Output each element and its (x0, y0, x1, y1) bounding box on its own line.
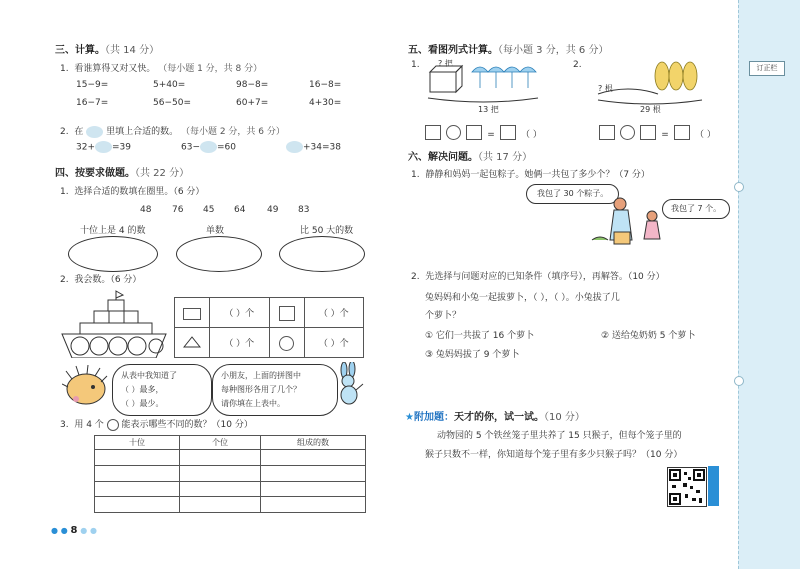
calc-problem[interactable]: 16−7= (76, 98, 109, 108)
calc-problem[interactable]: 15−9= (76, 80, 109, 90)
mother-daughter-illustration (590, 196, 670, 250)
q-text: 在 (74, 127, 84, 137)
candidate-number[interactable]: 45 (203, 205, 215, 215)
count-blank[interactable]: （ ）个 (304, 328, 364, 358)
table-cell[interactable] (261, 450, 366, 466)
q-text: 先选择与问题对应的已知条件（填序号），再解答。（10 分） (425, 272, 665, 282)
calc-problem[interactable]: 16−8= (309, 80, 342, 90)
rect-shape-cell (175, 298, 210, 328)
qr-side-banner (708, 466, 719, 506)
bonus-title: 天才的你，试一试。 (453, 412, 544, 423)
count-blank[interactable]: （ ）个 (210, 298, 270, 328)
circle-icon (107, 419, 119, 431)
girl-speech-bubble: 我包了 7 个。 (662, 199, 730, 219)
triangle-icon (183, 336, 201, 348)
bonus-heading (405, 408, 585, 423)
calc-problem[interactable]: 60+7= (236, 98, 269, 108)
section-points: （共 14 分） (105, 45, 160, 56)
operator-circle[interactable] (446, 125, 461, 140)
mother-speech-bubble: 我包了 30 个粽子。 (526, 184, 619, 204)
box-umbrella-picture (424, 60, 544, 106)
answer-box[interactable] (640, 125, 656, 140)
answer-oval[interactable] (176, 236, 262, 272)
triangle-shape-cell (175, 328, 210, 358)
q43-prompt (60, 417, 253, 431)
circle-shape-cell (269, 328, 304, 358)
table-cell[interactable] (180, 497, 261, 513)
table-header: 十位 (95, 436, 180, 450)
answer-box[interactable] (674, 125, 690, 140)
correction-tag: 订正栏 (749, 61, 785, 76)
count-table (174, 297, 364, 358)
section-4-heading (55, 164, 189, 179)
operator-circle[interactable] (620, 125, 635, 140)
section-6-heading (408, 148, 532, 163)
total-label: 29 根 (640, 105, 661, 114)
q-points: （每小题 2 分，共 6 分） (180, 127, 285, 137)
section-title: 六、解决问题。 (408, 152, 478, 163)
q-text: 看谁算得又对又快。 (74, 64, 156, 74)
category-label: 比 50 大的数 (300, 226, 354, 236)
q42-prompt (60, 272, 141, 285)
q-text: 用 4 个 (74, 420, 104, 430)
section-points: （共 22 分） (135, 168, 190, 179)
bonus-label: 附加题： (413, 412, 454, 423)
q-number: 1. (60, 187, 69, 197)
q-points: （每小题 1 分，共 8 分） (158, 64, 263, 74)
section-title: 四、按要求做题。 (55, 168, 135, 179)
q-number: 2. (60, 127, 69, 137)
unit-paren[interactable]: （ ） (695, 130, 716, 140)
unknown-label: ? 根 (598, 84, 613, 93)
digit-table (94, 435, 366, 513)
q-number: 2. (573, 60, 582, 70)
count-blank[interactable]: （ ）个 (304, 298, 364, 328)
bubble-line: 请你填在上表中。 (221, 399, 285, 408)
q-number: 2. (411, 272, 420, 282)
q-number: 3. (60, 420, 69, 430)
dot-decoration-icon: ● ● (51, 526, 71, 535)
table-cell[interactable] (261, 465, 366, 481)
answer-box[interactable] (500, 125, 516, 140)
qr-code-icon[interactable] (667, 467, 707, 507)
expr-part: +34=38 (303, 142, 341, 153)
square-shape-cell (269, 298, 304, 328)
fill-expr-2 (181, 141, 236, 153)
answer-blank[interactable] (200, 141, 217, 153)
bubble-line: （ ）最少。 (121, 399, 164, 408)
calc-problem[interactable]: 4+30= (309, 98, 342, 108)
condition-option[interactable]: ③ 兔妈妈拔了 9 个萝卜 (425, 350, 520, 360)
table-header: 个位 (180, 436, 261, 450)
square-icon (279, 306, 295, 321)
answer-box[interactable] (466, 125, 482, 140)
star-icon: ★ (405, 412, 414, 423)
bonus-text: 猴子只数不一样，你知道每个笼子里有多少只猴子吗？（10 分） (425, 450, 683, 460)
table-cell[interactable] (95, 481, 180, 497)
page-number (51, 525, 97, 536)
answer-oval[interactable] (279, 236, 365, 272)
candidate-number[interactable]: 49 (267, 205, 279, 215)
q2-prompt (60, 124, 285, 138)
count-blank[interactable]: （ ）个 (210, 328, 270, 358)
q-text: 我会数。（6 分） (74, 275, 142, 285)
answer-box[interactable] (599, 125, 615, 140)
section-5-heading (408, 41, 608, 56)
q1-prompt (60, 61, 262, 74)
section-points: （每小题 3 分，共 6 分） (498, 45, 609, 56)
section-title: 五、看图列式计算。 (408, 45, 498, 56)
binding-hole-icon (734, 376, 744, 386)
q-text: 静静和妈妈一起包粽子。她俩一共包了多少个？（7 分） (425, 170, 650, 180)
q-number: 1. (60, 64, 69, 74)
q62-prompt (411, 269, 665, 282)
table-header: 组成的数 (261, 436, 366, 450)
q-number: 1. (411, 60, 420, 70)
answer-box[interactable] (425, 125, 441, 140)
calc-problem[interactable]: 98−8= (236, 80, 269, 90)
expr-part: 32+ (76, 142, 95, 153)
candidate-number[interactable]: 76 (172, 205, 184, 215)
bubble-line: 小朋友，上面的拼图中 (221, 371, 301, 380)
total-label: 13 把 (478, 105, 499, 114)
q-text: 能表示哪些不同的数？（10 分） (121, 420, 253, 430)
table-cell[interactable] (180, 481, 261, 497)
equation-boxes-1: = （ ） (425, 122, 542, 141)
correction-sidebar (738, 0, 800, 569)
rectangle-icon (183, 308, 201, 320)
table-cell[interactable] (180, 450, 261, 466)
hedgehog-illustration (62, 365, 108, 407)
section-points: （共 17 分） (478, 152, 533, 163)
condition-option[interactable]: ① 它们一共拔了 16 个萝卜 (425, 331, 535, 341)
circle-icon (279, 336, 294, 351)
table-cell[interactable] (180, 465, 261, 481)
problem-text: 兔妈妈和小兔一起拔萝卜，（ ），（ ）。小兔拔了几 (425, 293, 620, 303)
candidate-number[interactable]: 48 (140, 205, 152, 215)
speech-bubble-left (112, 364, 212, 416)
rabbit-illustration (334, 362, 364, 406)
calc-problem[interactable]: 5+40= (153, 80, 186, 90)
answer-oval[interactable] (68, 236, 158, 272)
table-cell[interactable] (95, 465, 180, 481)
expr-part: 63− (181, 142, 200, 153)
answer-blank[interactable] (95, 141, 112, 153)
bubble-line: 从表中我知道了 (121, 371, 177, 380)
candidate-number[interactable]: 83 (298, 205, 310, 215)
speech-bubble-right (212, 364, 338, 416)
candidate-number[interactable]: 64 (234, 205, 246, 215)
q-text: 里填上合适的数。 (106, 127, 179, 137)
table-cell[interactable] (95, 497, 180, 513)
equation-boxes-2: = （ ） (599, 122, 716, 141)
unit-paren[interactable]: （ ） (521, 130, 542, 140)
binding-hole-icon (734, 182, 744, 192)
fill-expr-1 (76, 141, 131, 153)
problem-text: 个萝卜？ (425, 311, 462, 321)
table-cell[interactable] (95, 450, 180, 466)
expr-part: =60 (217, 142, 236, 153)
page-number-text: 8 (70, 525, 78, 536)
calc-problem[interactable]: 56−50= (153, 98, 191, 108)
bubble-line: （ ）最多， (121, 385, 164, 394)
q-text: 选择合适的数填在圈里。（6 分） (74, 187, 205, 197)
table-cell[interactable] (261, 481, 366, 497)
blank-oval-icon (86, 126, 103, 138)
section-3-heading (55, 41, 159, 56)
q-number: 2. (60, 275, 69, 285)
bubble-line: 每种图形各用了几个？ (221, 385, 301, 394)
q61-prompt (411, 167, 650, 180)
shape-ship-picture (60, 290, 170, 358)
category-label: 单数 (206, 226, 225, 236)
dot-decoration-icon: ● ● (77, 526, 98, 535)
corn-picture (596, 60, 706, 106)
condition-option[interactable]: ② 送给兔奶奶 5 个萝卜 (601, 331, 696, 341)
section-points: （10 分） (543, 412, 585, 423)
unknown-label: ? 把 (438, 59, 453, 68)
bonus-text: 动物园的 5 个铁丝笼子里共养了 15 只猴子，但每个笼子里的 (437, 431, 682, 441)
q41-prompt (60, 184, 204, 197)
category-label: 十位上是 4 的数 (80, 226, 146, 236)
table-cell[interactable] (261, 497, 366, 513)
fill-expr-3 (286, 141, 341, 153)
answer-blank[interactable] (286, 141, 303, 153)
q-number: 1. (411, 170, 420, 180)
section-title: 三、计算。 (55, 45, 105, 56)
expr-part: =39 (112, 142, 131, 153)
